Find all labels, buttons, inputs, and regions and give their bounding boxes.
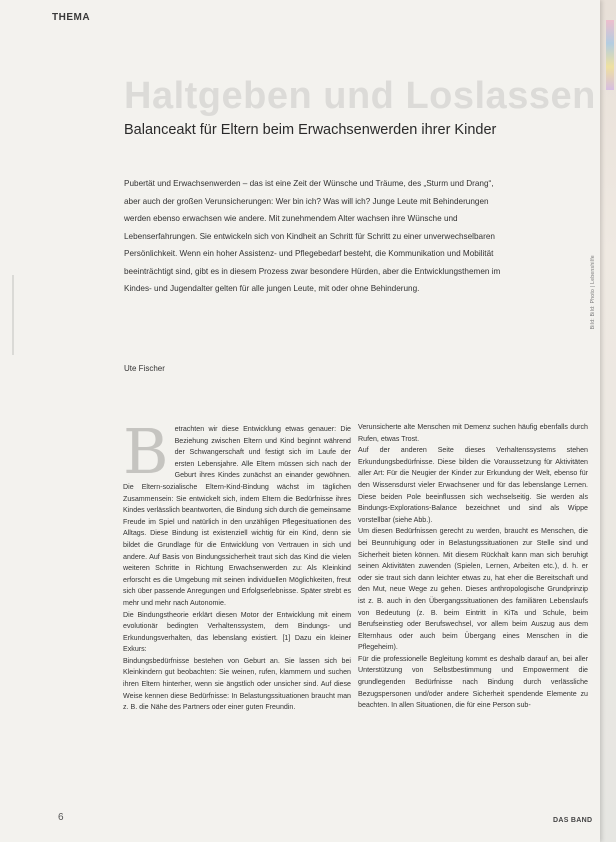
- body-paragraph: Die Bindungstheorie erklärt diesen Motor der Entwicklung mit einem evolutionär bedingten Verhaltenssystem, dem Bindungs- und Erkundungsverhalten, das lebenslang existiert. [1] Dazu ein kleiner Exkurs:: [123, 610, 351, 654]
- body-column-right: [358, 422, 588, 712]
- body-paragraph: Für die professionelle Begleitung kommt es deshalb darauf an, bei aller Unterstützung von Selbstbestimmung und Empowerment die grundlegenden Bedürfnisse nach Bindung durch verlässliche Bezugspersonen und/oder andere Sicherheit spendende Elemente zu beachten. In allen Situationen, die für eine Person sub-: [358, 654, 588, 710]
- adjacent-page-color-stripe: [606, 20, 614, 90]
- body-paragraph: Bindungsbedürfnisse bestehen von Geburt an. Sie lassen sich bei Kleinkindern gut beobachten: Sie weinen, rufen, klammern und suchen ihren Eltern hinterher, wenn sie ängstlich oder unsicher sind. Auf diese Weise kennen diese Bedürfnisse: In Belastungssituationen braucht man z. B. die Nähe des Partners oder einer guten Freundin.: [123, 656, 351, 712]
- body-paragraph: Verunsicherte alte Menschen mit Demenz suchen häufig ebenfalls durch Rufen, etwas Trost.: [358, 423, 588, 443]
- body-paragraph: etrachten wir diese Entwicklung etwas genauer: Die Beziehung zwischen Eltern und Kind beginnt während der Schwangerschaft und festigt sich im Laufe der ersten Lebensjahre. Alle Eltern müssen sich nach der Geburt ihres Kindes zunächst an einander gewöhnen. Die Eltern-sozialische Eltern-Kind-Bindung wächst im täglichen Zusammensein: Sie entwickelt sich, indem Eltern die Bedürfnisse ihres Kindes verlässlich beantworten, die Bindung sich durch die gemeinsame Freude im Spiel und natürlich in den unzähligen Pflegesituationen des Alltags. Diese Bindung ist existenziell wichtig für ein Kind, denn sie bildet die Grundlage für die Entwicklung von Vertrauen in sich und andere. Auf Basis von Bindungssicherheit traut sich das Kind die vielen weiteren Schritte in Richtung Erwachsenwerden zu: Als Kleinkind erforscht es die Umgebung mit seinen individuellen Möglichkeiten, freut sich über passende Anregungen und Erfolgserlebnisse. Später strebt es mehr und mehr nach Autonomie.: [123, 425, 351, 607]
- adjacent-page-edge: [600, 0, 616, 842]
- body-paragraph: Um diesen Bedürfnissen gerecht zu werden, braucht es Menschen, die bei Beunruhigung oder in Belastungssituationen zur Stelle sind und Sicherheit bieten können. Mit diesem Rückhalt kann man sich beruhigt seinen Aktivitäten zuwenden (Spielen, Lernen, Arbeiten etc.), d. h. er oder sie traut sich dann leichter etwas zu, hat eher die Bereitschaft und den Mut, neue Wege zu gehen. Dieses anthropologische Grundprinzip ist z. B. auch in den Übergangssituationen des familiären Lebenslaufs von Bedeutung (z. B. beim Eintritt in KiTa und Schule, beim Berufseinstieg oder Berufswechsel, vor allem beim Auszug aus dem Elternhaus oder auch beim Übergang eines Menschen in die Pflegeheim).: [358, 527, 588, 652]
- body-paragraph: Auf der anderen Seite dieses Verhaltenssystems stehen Erkundungsbedürfnisse. Diese bilden die Voraussetzung für Aktivitäten aller Art: Für die Neugier der Kinder zur Erkundung der Welt, ebenso für den Wissensdurst vieler Erwachsener und für das lebenslange Lernen. Diese beiden Pole beeinflussen sich wechselseitig. Sie werden als Bindungs-Explorations-Balance bezeichnet und sind als Wippe vorstellbar (siehe Abb.).: [358, 446, 588, 524]
- margin-mark: [12, 275, 14, 355]
- page-number: 6: [58, 812, 64, 823]
- section-label: THEMA: [52, 12, 91, 23]
- photo-credit-side-note: Bild: Bild: Photo | Lebenshilfe: [590, 255, 596, 330]
- author-name: Ute Fischer: [124, 364, 165, 373]
- article-title: Haltgeben und Loslassen: [124, 75, 596, 118]
- drop-cap: B: [123, 415, 169, 488]
- lead-text: Pubertät und Erwachsenwerden – das ist eine Zeit der Wünsche und Träume, des „Sturm und Drang“, aber auch der großen Verunsicherungen: Wer bin ich? Was will ich? Junge Leute mit Behinderungen werden ebenso erwachsen wie andere. Mit zunehmendem Alter wachsen ihre Wünsche und Lebenserfahrungen. Sie entwickeln sich von Kindheit an Schritt für Schritt zu einer unverwechselbaren Persönlichkeit. Wenn ein hoher Assistenz- und Pflegebedarf besteht, die Kommunikation und Mobilität beeinträchtigt sind, gibt es in diesem Prozess zwar besondere Hürden, aber die Entwicklungsthemen im Kindes- und Jugendalter gelten für alle jungen Leute, mit oder ohne Behinderung.: [124, 179, 501, 293]
- article-subtitle: Balanceakt für Eltern beim Erwachsenwerden ihrer Kinder: [124, 122, 497, 138]
- lead-paragraph: [124, 175, 504, 298]
- body-column-left: [123, 415, 351, 714]
- magazine-footer: DAS BAND: [553, 817, 593, 824]
